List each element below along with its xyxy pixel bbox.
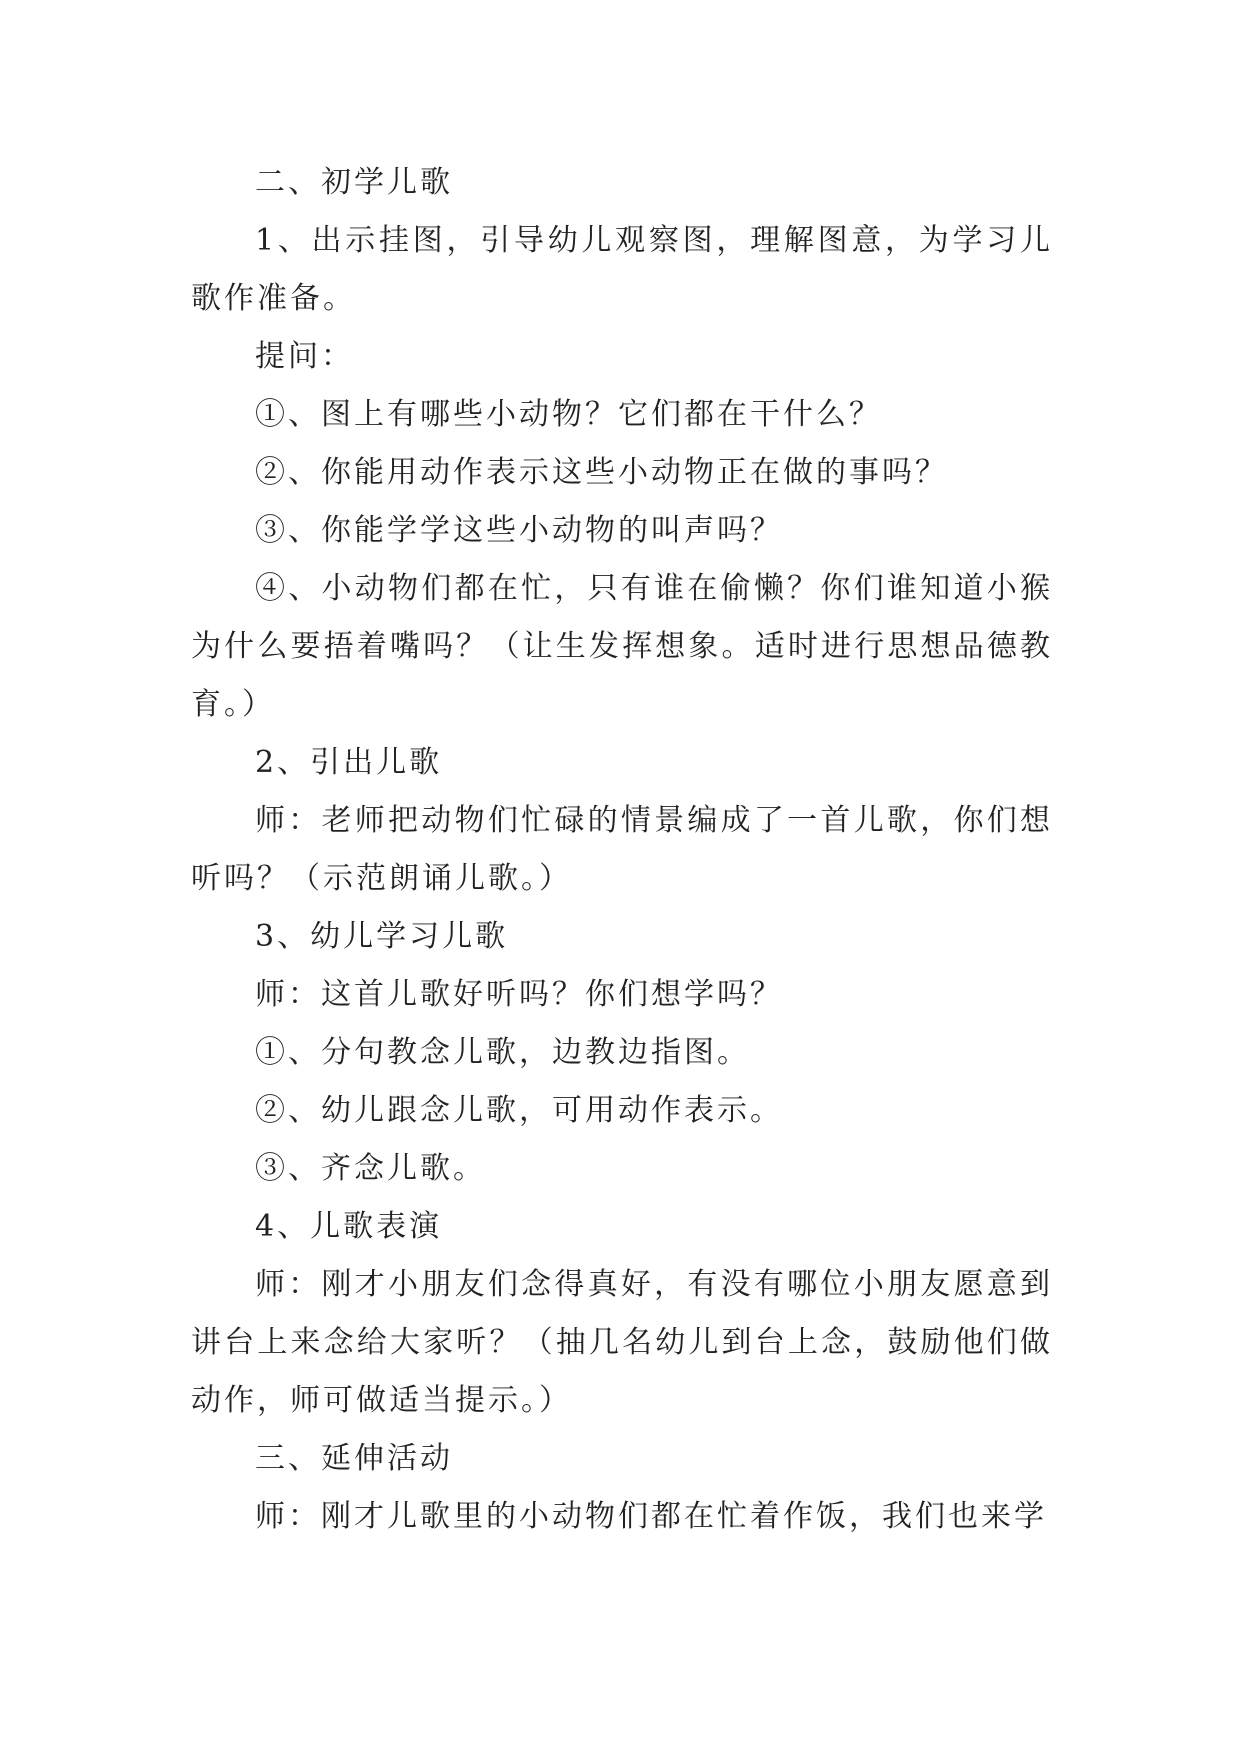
step-3-children-learn: 3、幼儿学习儿歌 [255, 919, 509, 954]
learn-step-3: ③、齐念儿歌。 [255, 1151, 486, 1186]
step-1-show-picture: 1、出示挂图，引导幼儿观察图，理解图意，为学习儿歌作准备。 [191, 223, 1053, 316]
question-3: ③、你能学学这些小动物的叫声吗？ [255, 513, 783, 548]
section-heading-learn-song: 二、初学儿歌 [255, 165, 453, 200]
step-4-performance: 4、儿歌表演 [255, 1209, 443, 1244]
question-2: ②、你能用动作表示这些小动物正在做的事吗？ [255, 455, 948, 490]
teacher-line-2: 师：这首儿歌好听吗？你们想学吗？ [255, 977, 783, 1012]
questions-label: 提问： [255, 339, 354, 374]
question-4: ④、小动物们都在忙，只有谁在偷懒？你们谁知道小猴为什么要捂着嘴吗？（让生发挥想象。适时进行思想品德教育。） [191, 571, 1053, 722]
question-1: ①、图上有哪些小动物？它们都在干什么？ [255, 397, 882, 432]
document-body [191, 154, 1053, 1546]
section-heading-extension: 三、延伸活动 [255, 1441, 453, 1476]
learn-step-1: ①、分句教念儿歌，边教边指图。 [255, 1035, 750, 1070]
teacher-line-1: 师：老师把动物们忙碌的情景编成了一首儿歌，你们想听吗？（示范朗诵儿歌。） [191, 803, 1053, 896]
teacher-line-4: 师：刚才儿歌里的小动物们都在忙着作饭，我们也来学 [255, 1499, 1047, 1534]
learn-step-2: ②、幼儿跟念儿歌，可用动作表示。 [255, 1093, 783, 1128]
teacher-line-3: 师：刚才小朋友们念得真好，有没有哪位小朋友愿意到讲台上来念给大家听？（抽几名幼儿到台上念，鼓励他们做动作，师可做适当提示。） [191, 1267, 1053, 1418]
step-2-introduce-song: 2、引出儿歌 [255, 745, 443, 780]
